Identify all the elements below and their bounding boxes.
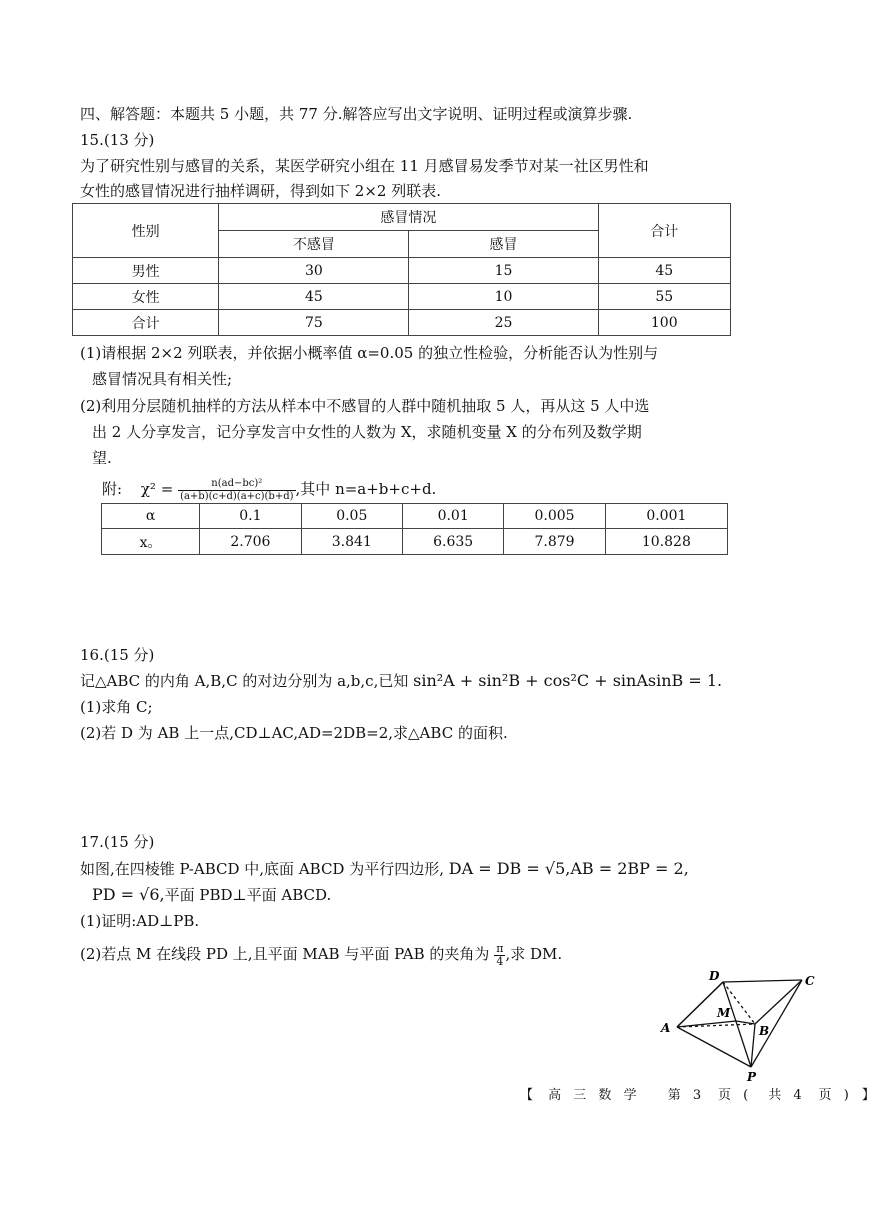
- alpha-value: 0.05: [301, 504, 402, 529]
- q15-appendix-formula: [102, 474, 436, 504]
- footer-char: 学: [623, 1088, 637, 1103]
- alpha-value: 0.001: [605, 504, 727, 529]
- header-total: 合计: [598, 204, 730, 258]
- footer-char: 第: [667, 1088, 681, 1103]
- footer-char: 4: [793, 1088, 802, 1103]
- critical-value: 10.828: [605, 529, 727, 555]
- cell-has-cold: 10: [409, 284, 598, 310]
- chi-square-lhs: χ² =: [140, 480, 179, 498]
- critical-label: x。: [102, 529, 200, 555]
- edge-cb: [755, 980, 802, 1024]
- header-has-cold: 感冒: [409, 231, 598, 258]
- q15-part1-line-1: (1)请根据 2×2 列联表，并依据小概率值 α=0.05 的独立性检验，分析能否认为性别与: [80, 344, 659, 362]
- fraction-numerator: n(ad−bc)²: [178, 478, 295, 491]
- footer-char: 高: [548, 1088, 562, 1103]
- alpha-value: 0.1: [200, 504, 301, 529]
- q17-pd-equation: PD = √6,: [92, 885, 165, 904]
- alpha-value: 0.005: [504, 504, 605, 529]
- fraction-denominator: 4: [496, 954, 504, 968]
- row-label: 合计: [73, 310, 219, 336]
- label-a: A: [661, 1021, 671, 1035]
- q15-intro-line-2: 女性的感冒情况进行抽样调研，得到如下 2×2 列联表.: [80, 182, 441, 200]
- table-row: [102, 529, 728, 555]
- q17-statement-line-2: [92, 885, 331, 905]
- q15-header: 15.(13 分): [80, 131, 155, 149]
- cell-has-cold: 15: [409, 258, 598, 284]
- label-c: C: [805, 974, 815, 988]
- q17-statement-line-1: [80, 859, 689, 879]
- cell-no-cold: 30: [219, 258, 409, 284]
- chi-square-fraction: [178, 478, 295, 503]
- footer-char: 三: [573, 1088, 587, 1103]
- table-row: [73, 310, 731, 336]
- cell-total: 100: [598, 310, 730, 336]
- critical-value: 2.706: [200, 529, 301, 555]
- footer-char: ): [843, 1088, 849, 1103]
- label-d: D: [709, 969, 720, 983]
- section-heading: 四、解答题：本题共 5 小题，共 77 分.解答应写出文字说明、证明过程或演算步骤.: [80, 105, 633, 123]
- cell-total: 45: [598, 258, 730, 284]
- edge-am: [677, 1021, 736, 1027]
- q17-statement-text-2: 平面 PBD⊥平面 ABCD.: [164, 886, 332, 904]
- q16-statement-text: 记△ABC 的内角 A,B,C 的对边分别为 a,b,c,已知: [80, 672, 414, 690]
- contingency-table: [72, 203, 731, 336]
- pi-over-4-fraction: [494, 943, 505, 968]
- critical-value-table: [101, 503, 728, 555]
- footer-char: 3: [692, 1088, 702, 1103]
- q17-header: 17.(15 分): [80, 833, 155, 851]
- q17-statement-equation: DA = DB = √5,AB = 2BP = 2,: [448, 859, 689, 878]
- footer-char: 数: [598, 1088, 612, 1103]
- footer-char: 共: [768, 1088, 782, 1103]
- critical-value: 3.841: [301, 529, 402, 555]
- q16-header: 16.(15 分): [80, 646, 155, 664]
- q15-part1-line-2: 感冒情况具有相关性;: [92, 370, 233, 388]
- q15-part2-line-3: 望.: [92, 449, 112, 467]
- edge-da-back: [677, 982, 723, 1027]
- q17-part2: [80, 940, 562, 968]
- table-row: [73, 284, 731, 310]
- label-m: M: [717, 1006, 731, 1020]
- header-gender: 性别: [73, 204, 219, 258]
- footer-bracket-close: 】: [861, 1088, 875, 1103]
- edge-dc: [723, 980, 802, 982]
- edge-mb: [736, 1021, 755, 1024]
- appendix-tail: ,其中 n=a+b+c+d.: [295, 480, 437, 498]
- q15-part2-line-2: 出 2 人分享发言，记分享发言中女性的人数为 X，求随机变量 X 的分布列及数学期: [92, 423, 642, 441]
- q16-part2: (2)若 D 为 AB 上一点,CD⊥AC,AD=2DB=2,求△ABC 的面积.: [80, 724, 508, 742]
- row-label: 男性: [73, 258, 219, 284]
- fraction-denominator: (a+b)(c+d)(a+c)(b+d): [180, 490, 294, 502]
- footer-bracket-open: 【: [520, 1088, 534, 1103]
- alpha-label: α: [102, 504, 200, 529]
- q16-part1: (1)求角 C;: [80, 698, 153, 716]
- footer-char: (: [743, 1088, 749, 1103]
- appendix-label: 附:: [102, 480, 123, 498]
- q16-statement-equation: sin²A + sin²B + cos²C + sinAsinB = 1.: [413, 671, 723, 690]
- row-label: 女性: [73, 284, 219, 310]
- q17-part1: (1)证明:AD⊥PB.: [80, 912, 200, 930]
- label-p: P: [747, 1070, 757, 1084]
- cell-has-cold: 25: [409, 310, 598, 336]
- q15-intro-line-1: 为了研究性别与感冒的关系，某医学研究小组在 11 月感冒易发季节对某一社区男性和: [80, 157, 649, 175]
- label-b: B: [759, 1024, 770, 1038]
- cell-no-cold: 75: [219, 310, 409, 336]
- footer-char: 页: [717, 1088, 731, 1103]
- fraction-numerator: π: [496, 941, 504, 955]
- critical-value: 7.879: [504, 529, 605, 555]
- footer-char: 页: [818, 1088, 832, 1103]
- cell-total: 55: [598, 284, 730, 310]
- q16-statement: [80, 671, 722, 691]
- table-row: [73, 258, 731, 284]
- q17-part2-tail: ,求 DM.: [505, 945, 563, 963]
- q17-statement-text: 如图,在四棱锥 P-ABCD 中,底面 ABCD 为平行四边形,: [80, 860, 449, 878]
- header-cold-status: 感冒情况: [219, 204, 598, 231]
- q17-part2-text: (2)若点 M 在线段 PD 上,且平面 MAB 与平面 PAB 的夹角为: [80, 945, 495, 963]
- critical-value: 6.635: [402, 529, 503, 555]
- page-footer: [520, 1084, 875, 1103]
- header-no-cold: 不感冒: [219, 231, 409, 258]
- alpha-value: 0.01: [402, 504, 503, 529]
- q15-part2-line-1: (2)利用分层随机抽样的方法从样本中不感冒的人群中随机抽取 5 人，再从这 5 人中选: [80, 397, 650, 415]
- pyramid-figure: [655, 965, 825, 1085]
- cell-no-cold: 45: [219, 284, 409, 310]
- table-row: [102, 504, 728, 529]
